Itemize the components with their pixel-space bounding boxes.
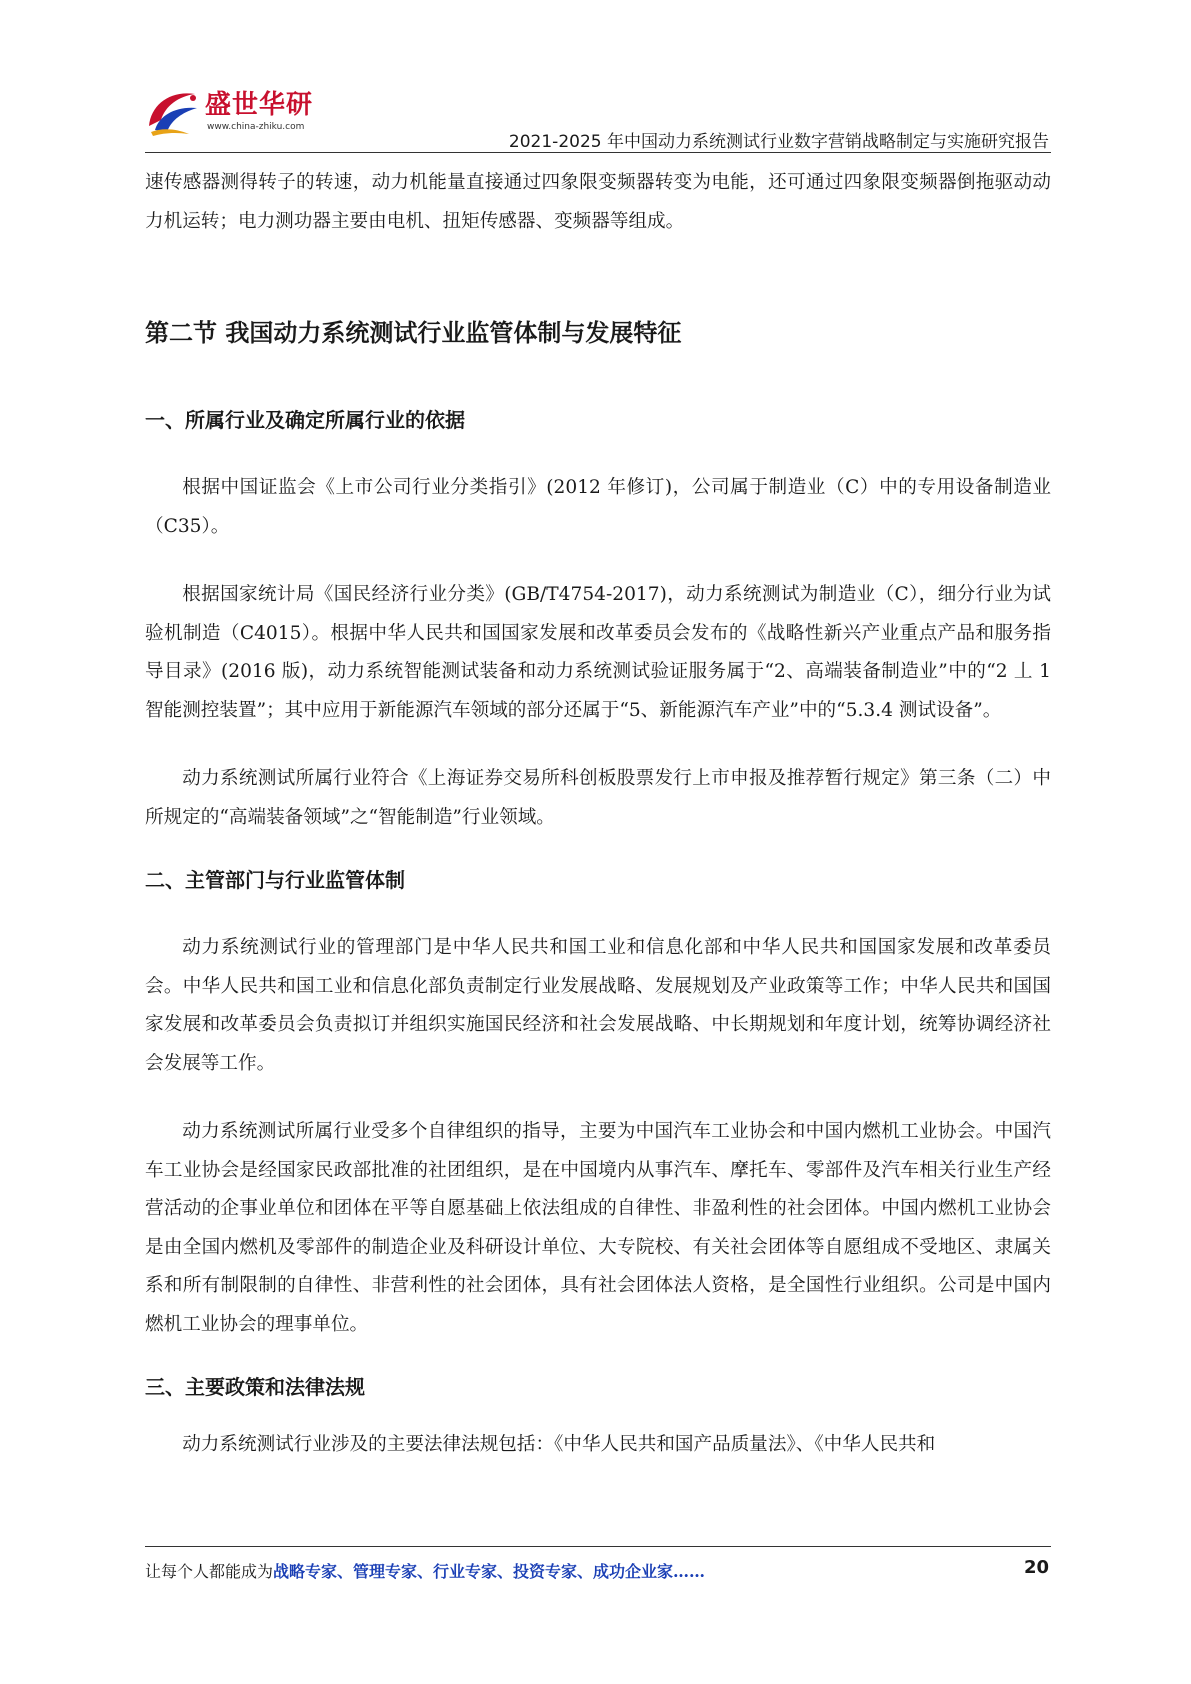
page-content [145,164,1051,1465]
slogan-prefix: 让每个人都能成为 [145,1562,274,1581]
subsection-title: 一、所属行业及确定所属行业的依据 [145,408,465,432]
subsection-title: 三、主要政策和法律法规 [145,1375,365,1399]
paragraph: 动力系统测试行业涉及的主要法律法规包括：《中华人民共和国产品质量法》、《中华人民共和 [182,1434,936,1455]
page-number: 20 [1023,1557,1049,1578]
paragraph: 根据中国证监会《上市公司行业分类指引》(2012 年修订)，公司属于制造业（C）中的专用设备制造业（C35）。 [145,477,1051,537]
paragraph: 根据国家统计局《国民经济行业分类》(GB/T4754-2017)，动力系统测试为制造业（C），细分行业为试验机制造（C4015）。根据中华人民共和国国家发展和改革委员会发布的《战略性新兴产业重点产品和服务指导目录》(2016 版)，动力系统智能测试装备和动力系统测试验证服务属于“2、高端装备制造业”中的“2 丄 1 智能测控装置”；其中应用于新能源汽车领域的部分还属于“5、新能源汽车产业”中的“5.3.4 测试设备”。 [145,584,1051,721]
paragraph: 动力系统测试所属行业受多个自律组织的指导，主要为中国汽车工业协会和中国内燃机工业协会。中国汽车工业协会是经国家民政部批准的社团组织，是在中国境内从事汽车、摩托车、零部件及汽车相关行业生产经营活动的企事业单位和团体在平等自愿基础上依法组成的自律性、非盈利性的社会团体。中国内燃机工业协会是由全国内燃机及零部件的制造企业及科研设计单位、大专院校、有关社会团体等自愿组成不受地区、隶属关系和所有制限制的自律性、非营利性的社会团体，具有社会团体法人资格，是全国性行业组织。公司是中国内燃机工业协会的理事单位。 [145,1121,1051,1335]
report-title: 2021-2025 年中国动力系统测试行业数字营销战略制定与实施研究报告 [508,132,1049,152]
page-footer [145,1550,1051,1590]
slogan-highlight: 战略专家、管理专家、行业专家、投资专家、成功企业家…… [273,1562,706,1581]
brand-url: www.china-zhiku.com [207,122,305,132]
subsection-title: 二、主管部门与行业监管体制 [145,868,405,892]
header-divider [145,152,1051,153]
section-title: 第二节 我国动力系统测试行业监管体制与发展特征 [145,319,682,347]
brand-logo-icon [145,86,207,138]
footer-divider [145,1546,1051,1547]
brand-logo [145,80,315,144]
page-header [145,80,1051,150]
paragraph: 动力系统测试所属行业符合《上海证券交易所科创板股票发行上市申报及推荐暂行规定》第三条（二）中所规定的“高端装备领域”之“智能制造”行业领域。 [145,768,1051,828]
brand-name: 盛世华研 [205,90,314,120]
paragraph: 速传感器测得转子的转速，动力机能量直接通过四象限变频器转变为电能，还可通过四象限变频器倒拖驱动动力机运转；电力测功器主要由电机、扭矩传感器、变频器等组成。 [145,172,1051,232]
paragraph: 动力系统测试行业的管理部门是中华人民共和国工业和信息化部和中华人民共和国国家发展和改革委员会。中华人民共和国工业和信息化部负责制定行业发展战略、发展规划及产业政策等工作；中华人民共和国国家发展和改革委员会负责拟订并组织实施国民经济和社会发展战略、中长期规划和年度计划，统筹协调经济社会发展等工作。 [145,937,1051,1074]
footer-slogan [145,1559,705,1582]
